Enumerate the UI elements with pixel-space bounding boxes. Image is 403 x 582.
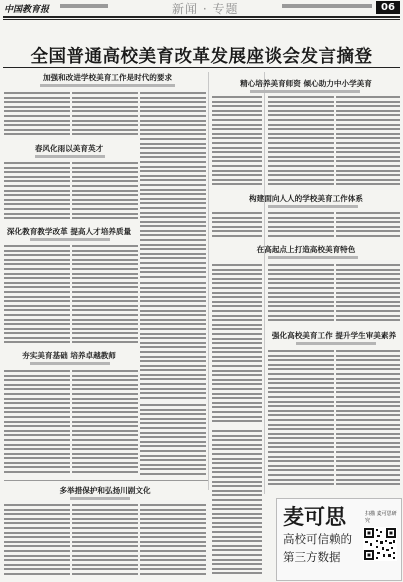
article-body bbox=[336, 212, 400, 238]
article-byline bbox=[30, 238, 110, 241]
masthead bbox=[0, 0, 403, 16]
article-body bbox=[336, 264, 400, 324]
issue-date bbox=[60, 4, 108, 8]
article-body bbox=[4, 162, 70, 220]
page-number: 06 bbox=[376, 1, 400, 14]
editor-credits bbox=[282, 4, 372, 8]
ad-tagline-1: 高校可信赖的 bbox=[283, 532, 352, 546]
article-byline bbox=[40, 84, 175, 87]
advertisement[interactable] bbox=[276, 498, 402, 581]
article-byline bbox=[268, 205, 358, 208]
article-headline: 深化教育教学改革 提高人才培养质量 bbox=[6, 227, 132, 236]
newspaper-logo: 中国教育报 bbox=[4, 5, 50, 15]
ad-tagline-2: 第三方数据 bbox=[283, 550, 341, 564]
article-body bbox=[140, 92, 206, 136]
article-body bbox=[336, 350, 400, 490]
article-headline: 多举措保护和弘扬川剧文化 bbox=[59, 486, 151, 495]
article-byline bbox=[250, 90, 360, 93]
masthead-rule bbox=[3, 16, 400, 18]
article-body bbox=[72, 245, 138, 343]
article-byline bbox=[30, 362, 110, 365]
article-headline: 强化高校美育工作 提升学生审美素养 bbox=[271, 331, 397, 340]
article-body bbox=[336, 96, 400, 186]
section-rule bbox=[4, 480, 208, 481]
article-headline: 夯实美育基础 培养卓越教师 bbox=[22, 351, 116, 360]
article-body bbox=[140, 504, 206, 578]
column-divider bbox=[264, 72, 265, 494]
ad-brand: 麦可思 bbox=[283, 505, 346, 529]
article-headline: 在高起点上打造高校美育特色 bbox=[256, 245, 356, 254]
qr-label: 扫描 麦可思研究 bbox=[365, 511, 397, 524]
qr-code-icon[interactable] bbox=[363, 527, 397, 561]
article-byline bbox=[70, 497, 130, 500]
article-body bbox=[268, 96, 334, 186]
article-body bbox=[4, 92, 70, 136]
article-body bbox=[140, 282, 206, 400]
article-body bbox=[212, 96, 262, 186]
article-body bbox=[72, 92, 138, 136]
title-rule bbox=[3, 67, 400, 68]
article-body bbox=[268, 350, 334, 490]
article-body bbox=[140, 404, 206, 476]
article-headline: 加强和改进学校美育工作是时代的要求 bbox=[42, 73, 173, 82]
section-name: 新闻 · 专题 bbox=[172, 2, 239, 16]
article-body bbox=[4, 504, 70, 578]
article-byline bbox=[35, 155, 105, 158]
article-body bbox=[4, 245, 70, 343]
article-body bbox=[212, 430, 262, 578]
article-headline: 精心培养美育师资 倾心助力中小学美育 bbox=[240, 79, 372, 88]
masthead-rule-thin bbox=[3, 19, 400, 20]
article-body bbox=[268, 212, 334, 238]
article-body bbox=[212, 264, 262, 424]
article-body bbox=[4, 370, 70, 474]
page-title: 全国普通高校美育改革发展座谈会发言摘登 bbox=[30, 47, 373, 67]
article-byline bbox=[268, 256, 358, 259]
column-divider bbox=[208, 72, 209, 490]
article-body bbox=[212, 212, 262, 238]
article-body bbox=[72, 504, 138, 578]
article-headline: 春风化雨以美育英才 bbox=[34, 144, 104, 153]
article-headline: 构建面向人人的学校美育工作体系 bbox=[249, 194, 363, 203]
article-byline bbox=[296, 342, 376, 345]
article-body bbox=[268, 264, 334, 324]
article-body bbox=[140, 138, 206, 278]
article-body bbox=[72, 162, 138, 220]
article-body bbox=[72, 370, 138, 474]
